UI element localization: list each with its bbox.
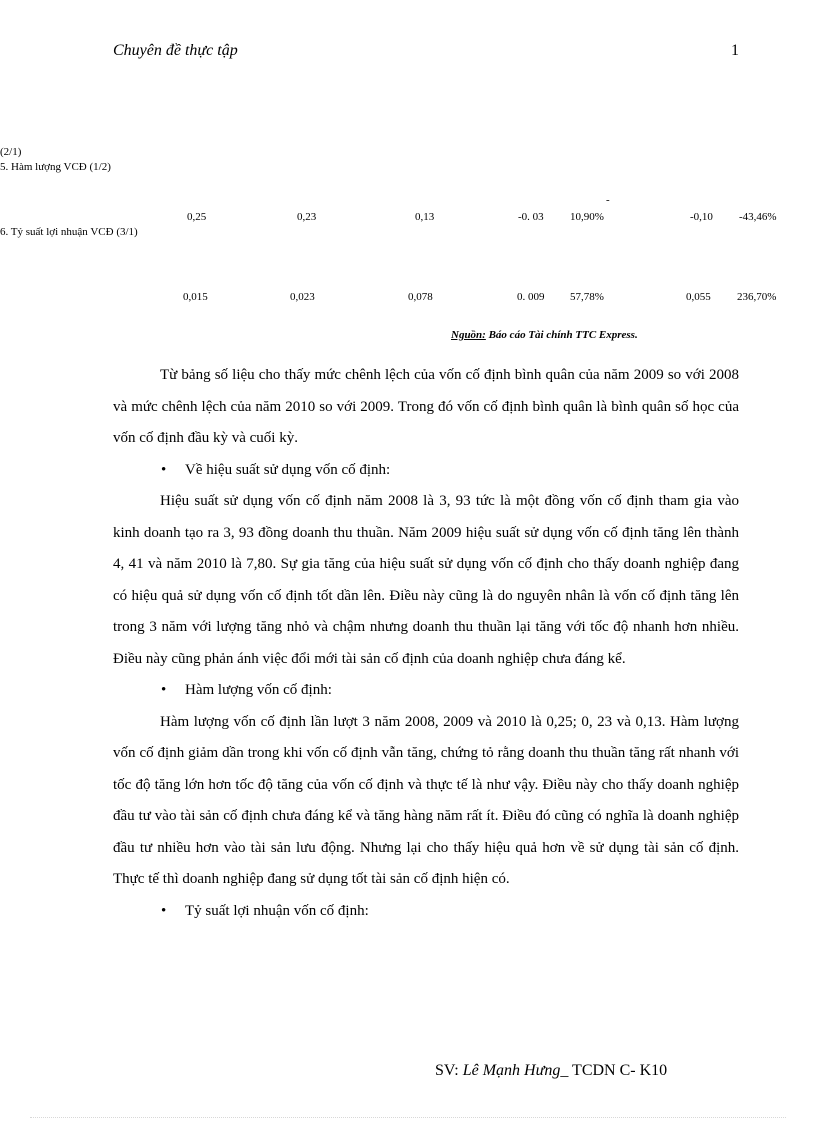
bullet-icon: • [161,682,167,698]
page-bottom-divider [30,1117,786,1118]
source-label: Nguồn: [451,329,486,341]
bullet-icon: • [161,902,167,919]
table-cell: 0,023 [290,291,315,303]
table-cell: - [606,194,610,206]
table-row-label-5: 5. Hàm lượng VCĐ (1/2) [0,161,111,173]
source-text: Báo cáo Tài chính TTC Express. [488,329,638,341]
bullet-icon: • [161,461,167,478]
table-cell: 0. 009 [517,291,545,303]
table-cell: 57,78% [570,291,604,303]
table-source-note [451,329,638,341]
table-cell: 236,70% [737,291,777,303]
table-cell: 0,25 [187,211,207,223]
body-content [113,360,739,927]
table-cell: -43,46% [739,211,777,223]
table-cell: 0,13 [415,211,435,223]
bullet-item [113,455,739,487]
page-header-title: Chuyên đề thực tập [113,42,238,59]
page-footer [435,1062,667,1080]
bullet-item [113,675,739,707]
footer-student-name: Lê Mạnh Hưng [462,1062,561,1079]
table-cell: 10,90% [570,211,604,223]
table-cell: 0,015 [183,291,208,303]
page-number: 1 [731,42,739,59]
table-cell: 0,23 [297,211,317,223]
paragraph: Hiệu suất sử dụng vốn cố định năm 2008 là 3, 93 tức là một đồng vốn cố định tham gia vào kinh doanh tạo ra 3, 93 đồng doanh thu thuần. Năm 2009 hiệu suất sử dụng vốn cố định tăng lên thành 4, 41 và năm 2010 là 7,80. Sự gia tăng của hiệu suất sử dụng vốn cố định cho thấy doanh nghiệp đang có hiệu quả sử dụng vốn cố định tốt dần lên. Điều này cũng là do nguyên nhân là vốn cố định tăng lên trong 3 năm với lượng tăng nhỏ và chậm nhưng doanh thu thuần lại tăng với tốc độ nhanh hơn nhiều. Điều này cũng phản ánh việc đổi mới tài sản cố định của doanh nghiệp chưa đáng kể. [113,493,739,667]
bullet-heading: Tỷ suất lợi nhuận vốn cố định: [185,902,369,919]
table-cell: -0,10 [690,211,713,223]
bullet-item [113,896,739,928]
footer-class: _ TCDN C- K10 [560,1062,668,1079]
bullet-heading: Về hiệu suất sử dụng vốn cố định: [185,461,391,478]
table-cell: -0. 03 [518,211,544,223]
bullet-heading: Hàm lượng vốn cố định: [185,682,332,698]
table-row-label-6: 6. Tỷ suất lợi nhuận VCĐ (3/1) [0,226,138,238]
table-cell: 0,055 [686,291,711,303]
table-continued-label: (2/1) [0,146,22,158]
paragraph: Từ bảng số liệu cho thấy mức chênh lệch của vốn cố định bình quân của năm 2009 so với 2008 và mức chênh lệch của năm 2010 so với 2009. Trong đó vốn cố định bình quân là bình quân số học của vốn cố định đầu kỳ và cuối kỳ. [113,367,739,446]
table-cell: 0,078 [408,291,433,303]
footer-prefix: SV: [435,1062,459,1079]
paragraph: Hàm lượng vốn cố định lần lượt 3 năm 2008, 2009 và 2010 là 0,25; 0, 23 và 0,13. Hàm lượng vốn cố định giảm dần trong khi vốn cố định vẫn tăng, chứng tỏ rằng doanh thu thuần tăng rất nhanh với tốc độ tăng lớn hơn tốc độ tăng của vốn cố định và thực tế là như vậy. Điều này cho thấy doanh nghiệp đầu tư vào tài sản cố định chưa đáng kể và tăng hàng năm rất ít. Điều đó cũng có nghĩa là doanh nghiệp đầu tư nhiều hơn vào tài sản lưu động. Nhưng lại cho thấy hiệu quả hơn về sử dụng tài sản cố định. Thực tế thì doanh nghiệp đang sử dụng tốt tài sản cố định hiện có. [113,713,739,887]
